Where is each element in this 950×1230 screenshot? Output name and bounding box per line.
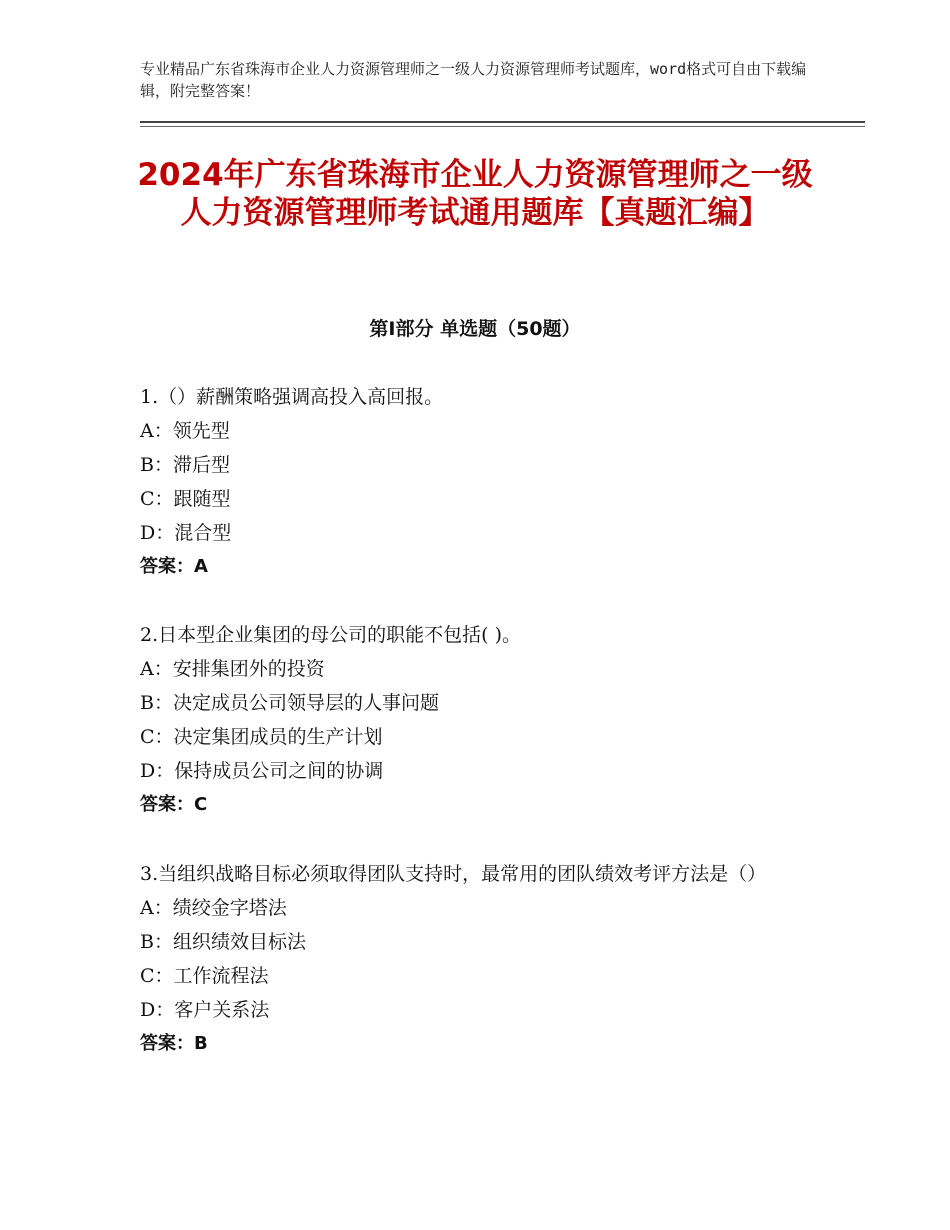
section-title: 第Ⅰ部分 单选题（50题）: [369, 318, 581, 340]
answer: 答案：B: [140, 1033, 208, 1054]
option-c: C：决定集团成员的生产计划: [140, 726, 383, 748]
answer: 答案：A: [140, 556, 208, 577]
answer: 答案：C: [140, 794, 208, 815]
question-stem: 3.当组织战略目标必须取得团队支持时，最常用的团队绩效考评方法是（）: [140, 863, 767, 885]
header-note: 专业精品广东省珠海市企业人力资源管理师之一级人力资源管理师考试题库，word格式可自由下载编辑，附完整答案！: [140, 60, 807, 100]
question-2: [140, 618, 820, 822]
option-c: C：工作流程法: [140, 965, 269, 987]
option-d: D：混合型: [140, 522, 232, 544]
header-divider-thick: [140, 121, 865, 123]
question-1: [140, 380, 820, 584]
option-b: B：决定成员公司领导层的人事问题: [140, 692, 439, 714]
option-b: B：组织绩效目标法: [140, 931, 306, 953]
option-a: A：领先型: [140, 420, 230, 442]
option-b: B：滞后型: [140, 454, 230, 476]
option-d: D：客户关系法: [140, 999, 270, 1021]
document-title: 2024年广东省珠海市企业人力资源管理师之一级人力资源管理师考试通用题库【真题汇编】: [137, 157, 813, 231]
question-stem: 1.（）薪酬策略强调高投入高回报。: [140, 386, 444, 408]
header-divider-thin: [140, 126, 865, 127]
option-a: A：绩绞金字塔法: [140, 897, 287, 919]
question-3: [140, 857, 820, 1061]
option-a: A：安排集团外的投资: [140, 658, 325, 680]
option-d: D：保持成员公司之间的协调: [140, 760, 384, 782]
question-stem: 2.日本型企业集团的母公司的职能不包括( )。: [140, 624, 521, 646]
option-c: C：跟随型: [140, 488, 231, 510]
